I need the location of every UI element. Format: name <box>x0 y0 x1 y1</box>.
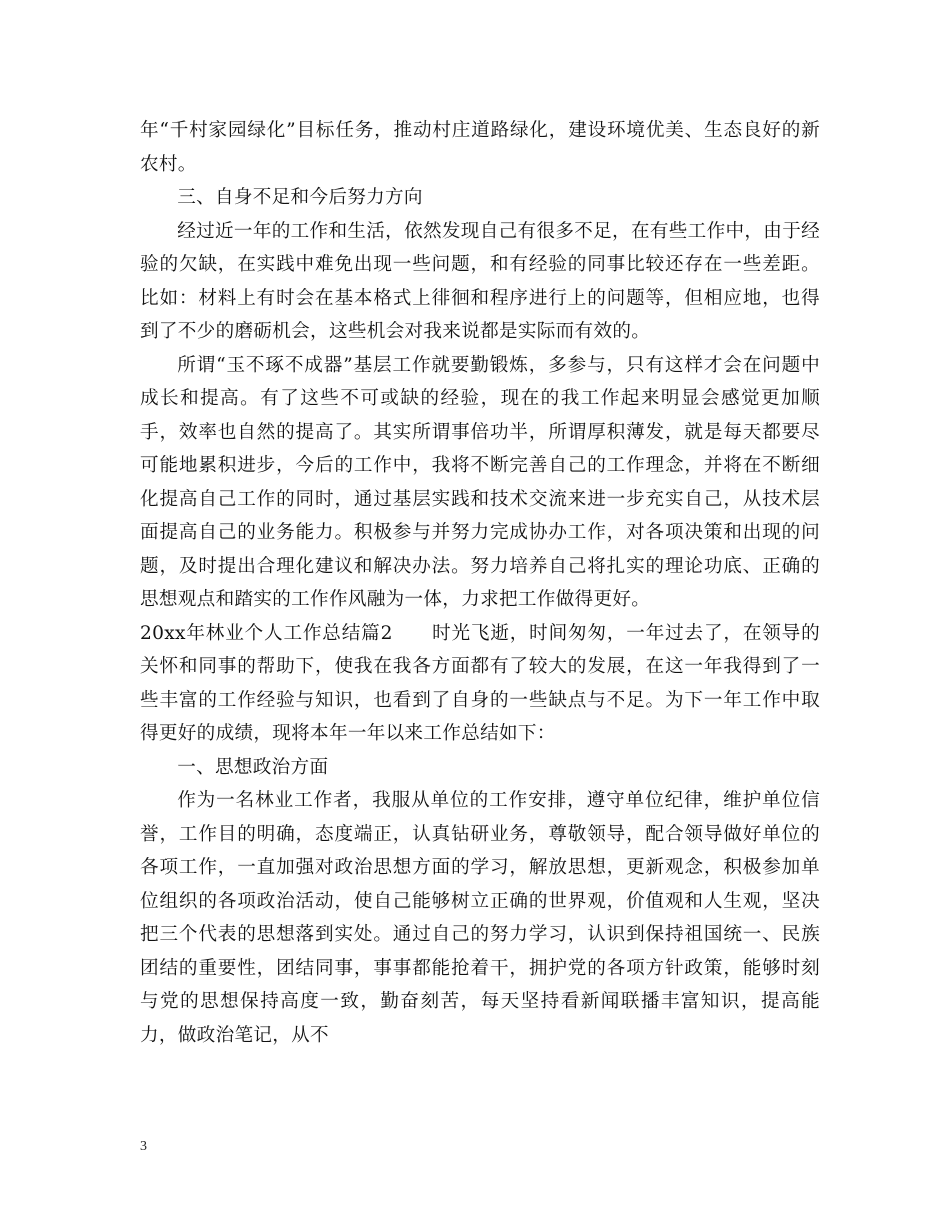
paragraph: 作为一名林业工作者，我服从单位的工作安排，遵守单位纪律，维护单位信誉，工作目的明确，态度端正，认真钻研业务，尊敬领导，配合领导做好单位的各项工作，一直加强对政治思想方面的学习，解放思想，更新观念，积极参加单位组织的各项政治活动，使自己能够树立正确的世界观，价值观和人生观，坚决把三个代表的思想落到实处。通过自己的努力学习，认识到保持祖国统一、民族团结的重要性，团结同事，事事都能抢着干，拥护党的各项方针政策，能够时刻与党的思想保持高度一致，勤奋刻苦，每天坚持看新闻联播丰富知识，提高能力，做政治笔记，从不 <box>140 790 820 1046</box>
paragraph: 经过近一年的工作和生活，依然发现自己有很多不足，在有些工作中，由于经验的欠缺，在实践中难免出现一些问题，和有经验的同事比较还存在一些差距。比如：材料上有时会在基本格式上徘徊和程序进行上的问题等，但相应地，也得到了不少的磨砺机会，这些机会对我来说都是实际而有效的。 <box>140 220 820 342</box>
page-number: 3 <box>140 1139 147 1154</box>
paragraph: 20xx年林业个人工作总结篇2 时光飞逝，时间匆匆，一年过去了，在领导的关怀和同事的帮助下，使我在我各方面都有了较大的发展，在这一年我得到了一些丰富的工作经验与知识，也看到了自身的一些缺点与不足。为下一年工作中取得更好的成绩，现将本年一年以来工作总结如下： <box>140 622 820 744</box>
document-body <box>140 114 820 1052</box>
section-heading: 三、自身不足和今后努力方向 <box>177 187 423 208</box>
paragraph: 年“千村家园绿化”目标任务，推动村庄道路绿化，建设环境优美、生态良好的新农村。 <box>140 120 820 175</box>
section-heading: 一、思想政治方面 <box>177 756 329 778</box>
paragraph: 所谓“玉不琢不成器”基层工作就要勤锻炼，多参与，只有这样才会在问题中成长和提高。有了这些不可或缺的经验，现在的我工作起来明显会感觉更加顺手，效率也自然的提高了。其实所谓事倍功半，所谓厚积薄发，就是每天都要尽可能地累积进步，今后的工作中，我将不断完善自己的工作理念，并将在不断细化提高自己工作的同时，通过基层实践和技术交流来进一步充实自己，从技术层面提高自己的业务能力。积极参与并努力完成协办工作，对各项决策和出现的问题，及时提出合理化建议和解决办法。努力培养自己将扎实的理论功底、正确的思想观点和踏实的工作作风融为一体，力求把工作做得更好。 <box>140 354 820 610</box>
